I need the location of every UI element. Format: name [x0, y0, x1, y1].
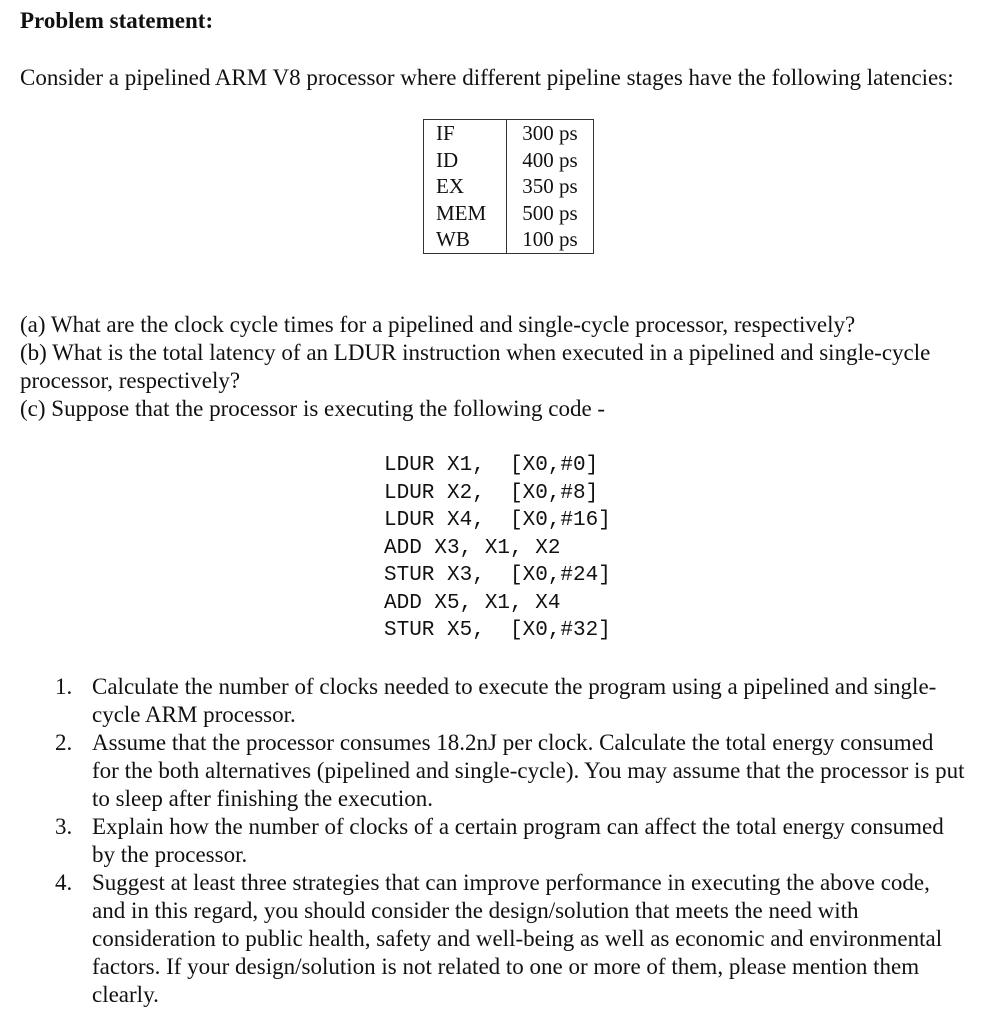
question-c: (c) Suppose that the processor is executing the following code - [20, 396, 606, 421]
code-line: LDUR X2, [X0,#8] [384, 481, 599, 505]
intro-text: Consider a pipelined ARM V8 processor where different pipeline stages have the following latencies: [20, 65, 954, 90]
task-list [20, 673, 965, 1009]
code-line: STUR X3, [X0,#24] [384, 564, 611, 587]
table-row [424, 173, 594, 200]
question-b: (b) What is the total latency of an LDUR instruction when executed in a pipelined and single-cycle processor, respectively? [20, 340, 931, 393]
list-number: 4. [55, 870, 73, 895]
table-row [424, 120, 594, 147]
stage-cell: MEM [424, 200, 507, 227]
latency-cell: 350 ps [522, 174, 578, 199]
list-number: 2. [55, 730, 73, 755]
list-item [20, 673, 965, 729]
list-text: Suggest at least three strategies that can improve performance in executing the above code, and in this regard, you should consider the design/solution that meets the need with consideration to public health, safety and well-being as well as economic and environmental factors. If your design/solution is not related to one or more of them, please mention them clearly. [92, 870, 943, 1007]
latency-table [423, 119, 594, 254]
list-item [20, 869, 965, 1009]
list-text: Calculate the number of clocks needed to execute the program using a pipelined and single-cycle ARM processor. [92, 674, 937, 727]
list-text: Assume that the processor consumes 18.2nJ per clock. Calculate the total energy consumed for the both alternatives (pipelined and single-cycle). You may assume that the processor is put to sleep after finishing the execution. [92, 730, 965, 811]
stage-cell: EX [424, 173, 507, 200]
stage-cell: ID [424, 147, 507, 174]
list-number: 1. [55, 674, 73, 699]
list-item [20, 813, 965, 869]
stage-cell: IF [424, 120, 507, 147]
list-number: 3. [55, 814, 73, 839]
list-item [20, 729, 965, 813]
page-title: Problem statement: [20, 8, 214, 33]
latency-cell: 300 ps [522, 121, 578, 146]
latency-cell: 100 ps [522, 227, 578, 252]
latency-cell: 500 ps [522, 200, 578, 225]
code-line: LDUR X4, [X0,#16] [384, 509, 611, 532]
stage-cell: WB [424, 226, 507, 253]
code-line: ADD X3, X1, X2 [384, 536, 561, 560]
code-block [384, 452, 611, 645]
question-a: (a) What are the clock cycle times for a pipelined and single-cycle processor, respectively? [20, 312, 856, 337]
code-line: STUR X5, [X0,#32] [384, 619, 611, 642]
questions [20, 311, 960, 423]
code-line: ADD X5, X1, X4 [384, 591, 561, 615]
table-row [424, 147, 594, 174]
code-line: LDUR X1, [X0,#0] [384, 454, 599, 477]
table-row [424, 200, 594, 227]
list-text: Explain how the number of clocks of a certain program can affect the total energy consumed by the processor. [92, 814, 944, 867]
table-row [424, 226, 594, 253]
latency-cell: 400 ps [522, 147, 578, 172]
